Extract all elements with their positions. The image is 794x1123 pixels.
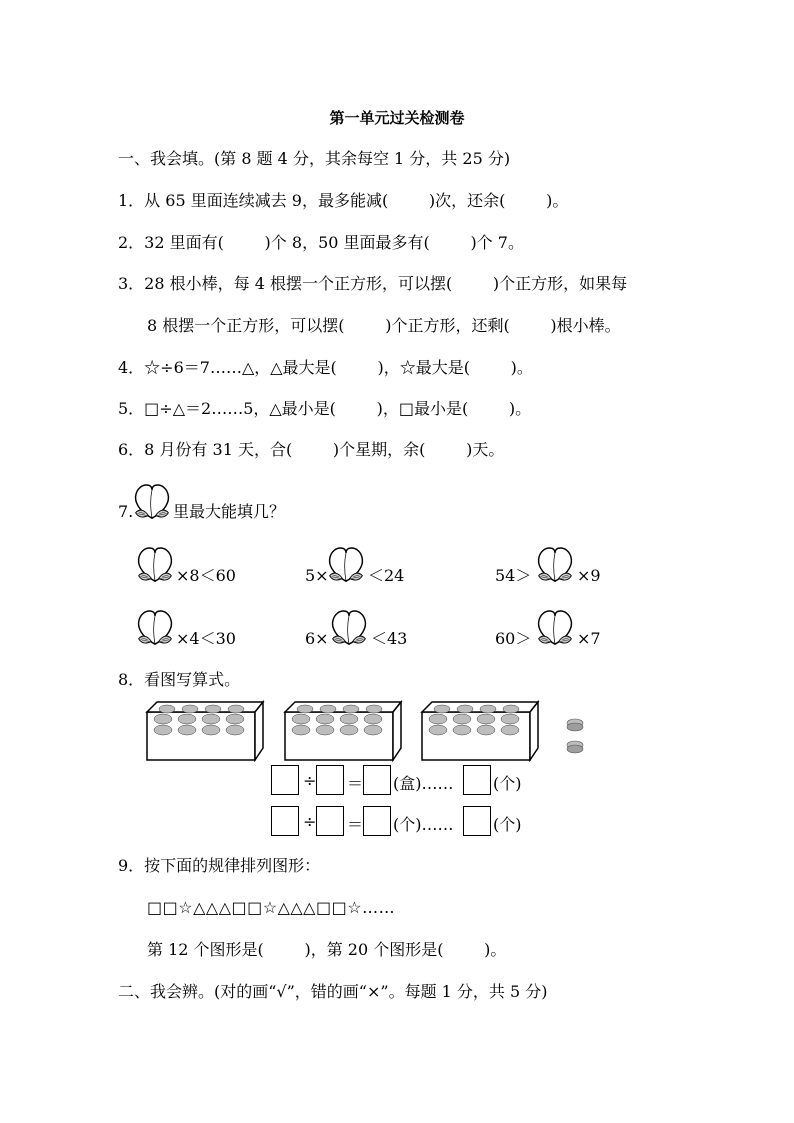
question-9-label: 9．按下面的规律排列图形：	[118, 856, 321, 875]
q7-expr-3-suffix: ×9	[577, 566, 601, 585]
answer-box[interactable]	[463, 765, 491, 795]
leftover-item-icon	[565, 738, 585, 754]
q7-expr-5-prefix: 6×	[305, 629, 329, 648]
q7-expr-2-suffix: ＜24	[368, 566, 405, 585]
gift-box-crate-image	[145, 700, 265, 762]
section2-heading: 二、我会辨。(对的画“√”，错的画“×”。每题 1 分，共 5 分)	[118, 982, 548, 1001]
equals-sign: ＝	[347, 815, 364, 834]
question-3-line-1: 3．28 根小棒，每 4 根摆一个正方形，可以摆( )个正方形，如果每	[118, 274, 628, 293]
peach-icon	[533, 606, 577, 646]
answer-box[interactable]	[271, 806, 299, 836]
question-2: 2．32 里面有( )个 8，50 里面最多有( )个 7。	[118, 233, 524, 252]
shape-pattern: □□☆△△△□□☆△△△□□☆……	[147, 898, 396, 917]
divide-sign: ÷	[303, 771, 317, 790]
answer-box[interactable]	[271, 765, 299, 795]
answer-box[interactable]	[363, 765, 391, 795]
peach-icon	[533, 543, 577, 583]
peach-icon	[327, 606, 371, 646]
peach-icon	[133, 606, 177, 646]
equals-sign: ＝	[347, 774, 364, 793]
q7-expr-6-suffix: ×7	[577, 629, 601, 648]
page-title: 第一单元过关检测卷	[329, 109, 465, 127]
peach-icon	[133, 543, 177, 583]
answer-box[interactable]	[316, 765, 344, 795]
gift-box-crate-image	[283, 700, 403, 762]
unit-item-label: (个)	[493, 815, 522, 834]
divide-sign: ÷	[303, 812, 317, 831]
question-5: 5．□÷△＝2……5，△最小是( )，□最小是( )。	[118, 399, 532, 418]
leftover-item-icon	[565, 716, 585, 732]
question-4: 4．☆÷6＝7……△，△最大是( )，☆最大是( )。	[118, 358, 533, 377]
q7-expr-2-prefix: 5×	[305, 566, 329, 585]
q7-expr-6-prefix: 60＞	[495, 629, 532, 648]
question-7-text: 里最大能填几？	[173, 502, 286, 521]
peach-icon	[130, 480, 174, 520]
answer-box[interactable]	[463, 806, 491, 836]
q7-expr-5-suffix: ＜43	[371, 629, 408, 648]
unit-box-label: (盒)……	[393, 774, 454, 793]
question-8-label: 8．看图写算式。	[118, 670, 241, 689]
question-9-ask: 第 12 个图形是( )，第 20 个图形是( )。	[147, 940, 507, 959]
unit-item-label: (个)……	[393, 815, 454, 834]
q7-expr-4-suffix: ×4＜30	[176, 629, 236, 648]
question-6: 6．8 月份有 31 天，合( )个星期，余( )天。	[118, 440, 505, 459]
question-3-line-2: 8 根摆一个正方形，可以摆( )个正方形，还剩( )根小棒。	[147, 316, 621, 335]
answer-box[interactable]	[363, 806, 391, 836]
peach-icon	[324, 543, 368, 583]
q7-expr-1-suffix: ×8＜60	[176, 566, 236, 585]
question-1: 1．从 65 里面连续减去 9，最多能减( )次，还余( )。	[118, 191, 569, 210]
section1-heading: 一、我会填。(第 8 题 4 分，其余每空 1 分，共 25 分)	[118, 149, 511, 168]
q7-expr-3-prefix: 54＞	[495, 566, 532, 585]
answer-box[interactable]	[316, 806, 344, 836]
question-7-number: 7.	[118, 502, 134, 521]
unit-item-label: (个)	[493, 774, 522, 793]
gift-box-crate-image	[420, 700, 540, 762]
